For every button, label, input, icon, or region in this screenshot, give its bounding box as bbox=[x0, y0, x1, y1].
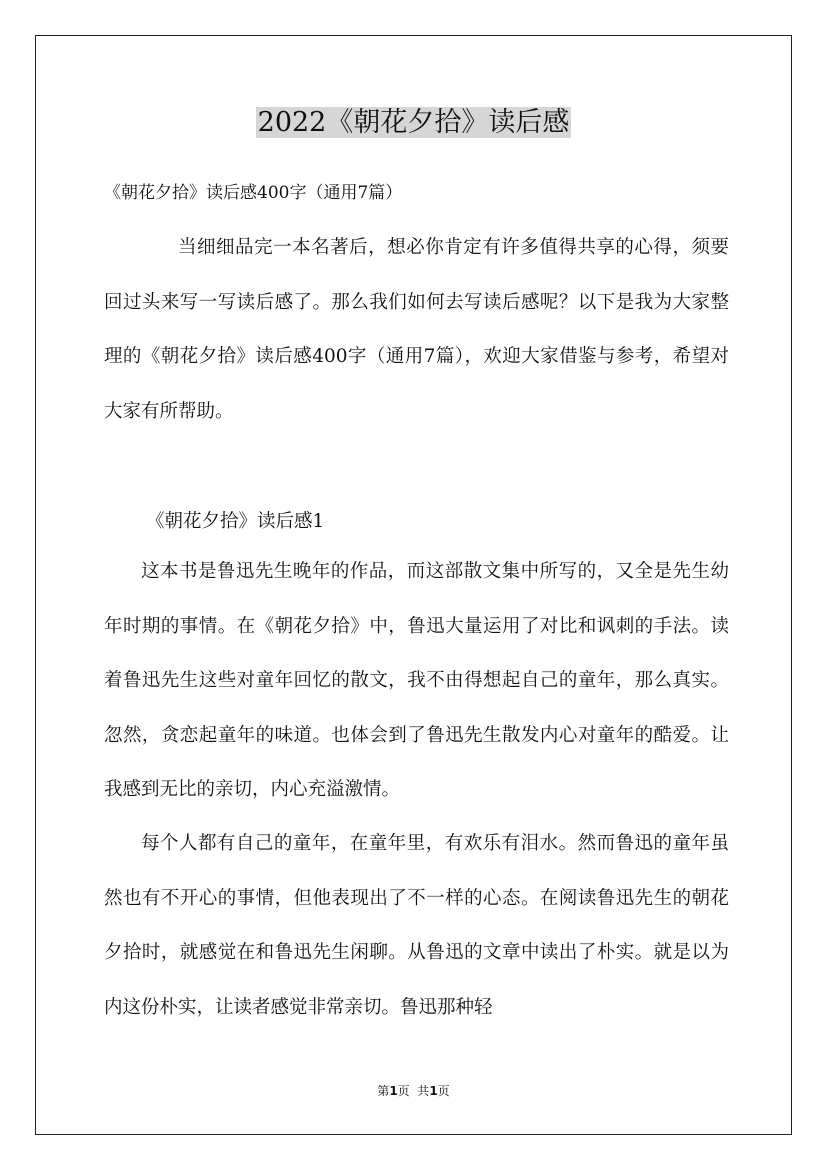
body-paragraph-1: 这本书是鲁迅先生晚年的作品，而这部散文集中所写的，又全是先生幼年时期的事情。在《朝花夕拾》中，鲁迅大量运用了对比和讽刺的手法。读着鲁迅先生这些对童年回忆的散文，我不由得想起自己的童年，那么真实。忽然，贪恋起童年的味道。也体会到了鲁迅先生散发内心对童年的酷爱。让我感到无比的亲切，内心充溢激情。 bbox=[104, 561, 729, 801]
page-footer bbox=[0, 1081, 827, 1101]
document-title bbox=[0, 103, 827, 143]
footer-page-total: 1 bbox=[429, 1084, 438, 1098]
document-subtitle: 《朝花夕拾》读后感400字（通用7篇） bbox=[104, 183, 403, 203]
footer-mid: 页 共 bbox=[397, 1084, 430, 1098]
footer-page-current: 1 bbox=[389, 1084, 398, 1098]
footer-prefix: 第 bbox=[377, 1084, 390, 1098]
body-paragraph-2: 每个人都有自己的童年，在童年里，有欢乐有泪水。然而鲁迅的童年虽然也有不开心的事情，但他表现出了不一样的心态。在阅读鲁迅先生的朝花夕拾时，就感觉在和鲁迅先生闲聊。从鲁迅的文章中读出了朴实。就是以为内这份朴实，让读者感觉非常亲切。鲁迅那种轻 bbox=[104, 833, 729, 1018]
section-heading: 《朝花夕拾》读后感1 bbox=[146, 511, 325, 532]
document-title-text: 2022《朝花夕拾》读后感 bbox=[257, 107, 570, 138]
intro-paragraph: 当细细品完一本名著后，想必你肯定有许多值得共享的心得，须要回过头来写一写读后感了。那么我们如何去写读后感呢？以下是我为大家整理的《朝花夕拾》读后感400字（通用7篇），欢迎大家借鉴与参考，希望对大家有所帮助。 bbox=[104, 237, 729, 422]
footer-suffix: 页 bbox=[437, 1084, 450, 1098]
